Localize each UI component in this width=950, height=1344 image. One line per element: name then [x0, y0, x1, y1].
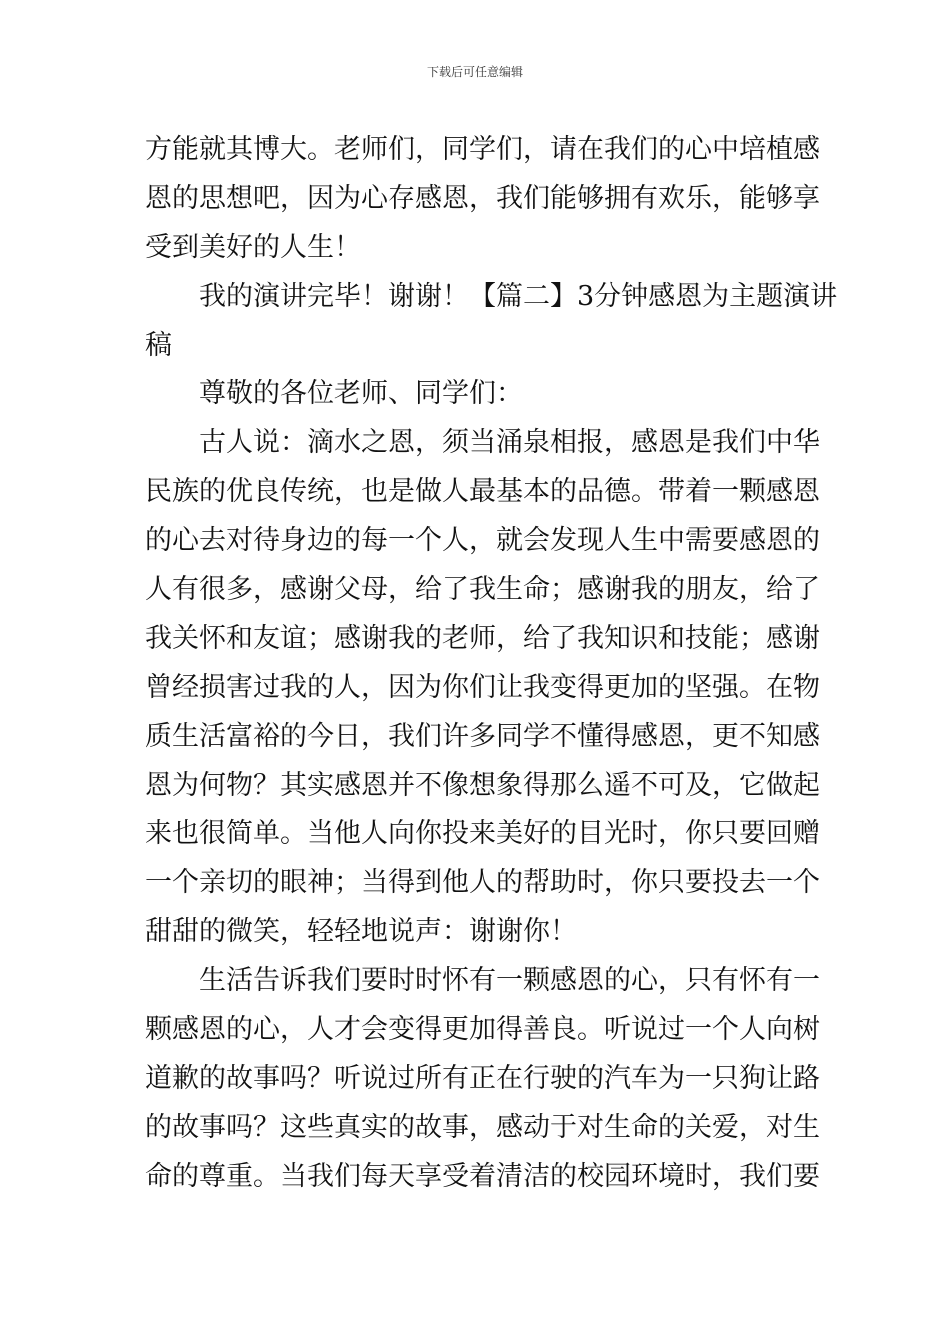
text-line: 古人说：滴水之恩，须当涌泉相报，感恩是我们中华	[145, 427, 820, 459]
text-line: 民族的优良传统，也是做人最基本的品德。带着一颗感恩	[145, 476, 820, 508]
text-line: 恩为何物？其实感恩并不像想象得那么遥不可及，它做起	[145, 769, 820, 801]
text-line: 稿	[145, 329, 172, 361]
text-line: 的故事吗？这些真实的故事，感动于对生命的关爱，对生	[145, 1111, 820, 1143]
text-line: 一个亲切的眼神；当得到他人的帮助时，你只要投去一个	[145, 867, 820, 899]
text-line: 我的演讲完毕！谢谢！【篇二】3分钟感恩为主题演讲	[145, 280, 838, 312]
text-line: 的心去对待身边的每一个人，就会发现人生中需要感恩的	[145, 525, 820, 557]
text-line: 命的尊重。当我们每天享受着清洁的校园环境时，我们要	[145, 1160, 820, 1192]
text-line: 质生活富裕的今日，我们许多同学不懂得感恩，更不知感	[145, 720, 820, 752]
text-line: 道歉的故事吗？听说过所有正在行驶的汽车为一只狗让路	[145, 1062, 820, 1094]
text-line: 甜甜的微笑，轻轻地说声：谢谢你！	[145, 916, 577, 948]
text-line: 生活告诉我们要时时怀有一颗感恩的心，只有怀有一	[145, 965, 820, 997]
text-line: 恩的思想吧，因为心存感恩，我们能够拥有欢乐，能够享	[145, 182, 820, 214]
text-line: 受到美好的人生！	[145, 231, 361, 263]
text-line: 我关怀和友谊；感谢我的老师，给了我知识和技能；感谢	[145, 622, 820, 654]
page-header-note: 下载后可任意编辑	[426, 65, 523, 79]
text-line: 来也很简单。当他人向你投来美好的目光时，你只要回赠	[145, 818, 820, 850]
text-line: 曾经损害过我的人，因为你们让我变得更加的坚强。在物	[145, 671, 820, 703]
text-line: 方能就其博大。老师们，同学们，请在我们的心中培植感	[145, 134, 820, 165]
text-line: 尊敬的各位老师、同学们：	[145, 378, 523, 410]
text-line: 人有很多，感谢父母，给了我生命；感谢我的朋友，给了	[145, 574, 820, 606]
document-body	[145, 126, 838, 1202]
text-line: 颗感恩的心，人才会变得更加得善良。听说过一个人向树	[145, 1014, 820, 1046]
